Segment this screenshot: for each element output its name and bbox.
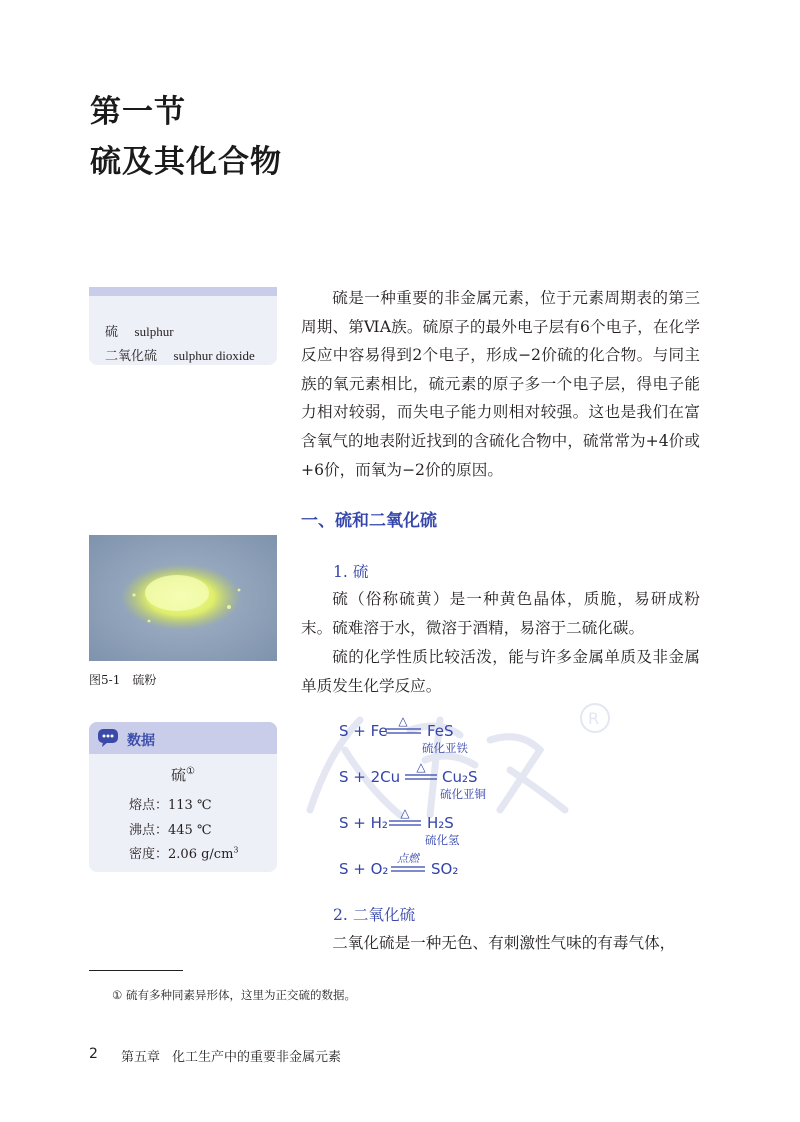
vocab-zh: 硫	[105, 325, 119, 340]
so2-paragraph: 二氧化硫是一种无色、有刺激性气味的有毒气体，	[332, 934, 676, 952]
sulphur-properties-paragraph: 硫（俗称硫黄）是一种黄色晶体，质脆，易研成粉末。硫难溶于水，微溶于酒精，易溶于二硫化碳。	[301, 590, 700, 637]
melting-point	[129, 794, 212, 813]
reaction-condition: △	[398, 714, 408, 728]
equation-lhs: S + O₂	[339, 860, 389, 878]
density	[129, 843, 239, 862]
figure-caption: 图5-1 硫粉	[89, 673, 157, 687]
equation-rhs: SO₂	[431, 860, 459, 878]
section-heading: 一、硫和二氧化硫	[301, 511, 437, 531]
data-value: 113 ℃	[168, 798, 212, 813]
footnote-mark: ①	[186, 766, 195, 777]
substance-name	[89, 764, 277, 785]
data-box-header	[89, 722, 277, 754]
equation-fe	[339, 714, 468, 755]
reaction-condition: △	[416, 760, 426, 774]
footnote-divider	[89, 970, 183, 971]
vocab-en: sulphur dioxide	[173, 348, 255, 363]
subsection-heading-sulphur: 1. 硫	[333, 563, 369, 581]
product-name: 硫化氢	[425, 833, 460, 847]
footnote: ① 硫有多种同素异形体，这里为正交硫的数据。	[112, 988, 356, 1002]
equation-rhs: H₂S	[427, 814, 454, 832]
reaction-equations	[301, 705, 701, 885]
subsection-heading-so2: 2. 二氧化硫	[333, 906, 416, 924]
vocab-item	[105, 345, 255, 364]
svg-text:R: R	[588, 709, 600, 728]
equation-cu	[339, 760, 486, 801]
equation-lhs: S + H₂	[339, 814, 388, 832]
reaction-condition: △	[400, 806, 410, 820]
intro-paragraph: 硫是一种重要的非金属元素，位于元素周期表的第三周期、第ⅥA族。硫原子的最外电子层有6个电子，在化学反应中容易得到2个电子，形成−2价硫的化合物。与同主族的氧元素相比，硫元素的原子多一个电子层，得电子能力相对较弱，而失电子能力则相对较强。这也是我们在富含氧气的地表附近找到的含硫化合物中，硫常常为+4价或+6价，而氧为−2价的原因。	[301, 289, 700, 479]
reaction-condition: 点燃	[397, 852, 419, 865]
chapter-title: 化工生产中的重要非金属元素	[172, 1050, 342, 1065]
equation-rhs: FeS	[427, 722, 454, 740]
vocab-zh: 二氧化硫	[105, 349, 158, 364]
equation-lhs: S + 2Cu	[339, 768, 401, 786]
data-label: 密度：	[129, 847, 169, 862]
page-title: 硫及其化合物	[90, 144, 282, 180]
data-value: 2.06 g/cm	[168, 847, 234, 862]
equation-rhs: Cu₂S	[442, 768, 478, 786]
data-label: 沸点：	[129, 823, 169, 838]
section-number: 第一节	[90, 94, 186, 130]
vocabulary-box	[89, 287, 277, 365]
vocab-en: sulphur	[134, 324, 174, 339]
equation-o2	[339, 852, 458, 878]
vocab-item	[105, 321, 174, 340]
boiling-point	[129, 819, 212, 838]
data-box-title: 数据	[127, 733, 155, 749]
equation-h2	[339, 806, 460, 847]
data-label: 熔点：	[129, 798, 169, 813]
unit-exponent: 3	[233, 845, 239, 855]
sulphur-reactivity-paragraph: 硫的化学性质比较活泼，能与许多金属单质及非金属单质发生化学反应。	[301, 648, 700, 695]
running-footer	[121, 1046, 353, 1065]
data-box	[89, 722, 277, 872]
substance-label: 硫	[171, 766, 187, 784]
equation-lhs: S + Fe	[339, 722, 388, 740]
data-value: 445 ℃	[168, 823, 212, 838]
chapter-number: 第五章	[121, 1050, 161, 1065]
chat-bubble-icon	[97, 728, 119, 748]
product-name: 硫化亚铁	[422, 741, 468, 755]
sulphur-powder-photo	[89, 535, 277, 661]
product-name: 硫化亚铜	[440, 787, 486, 801]
page-number: 2	[89, 1046, 98, 1062]
